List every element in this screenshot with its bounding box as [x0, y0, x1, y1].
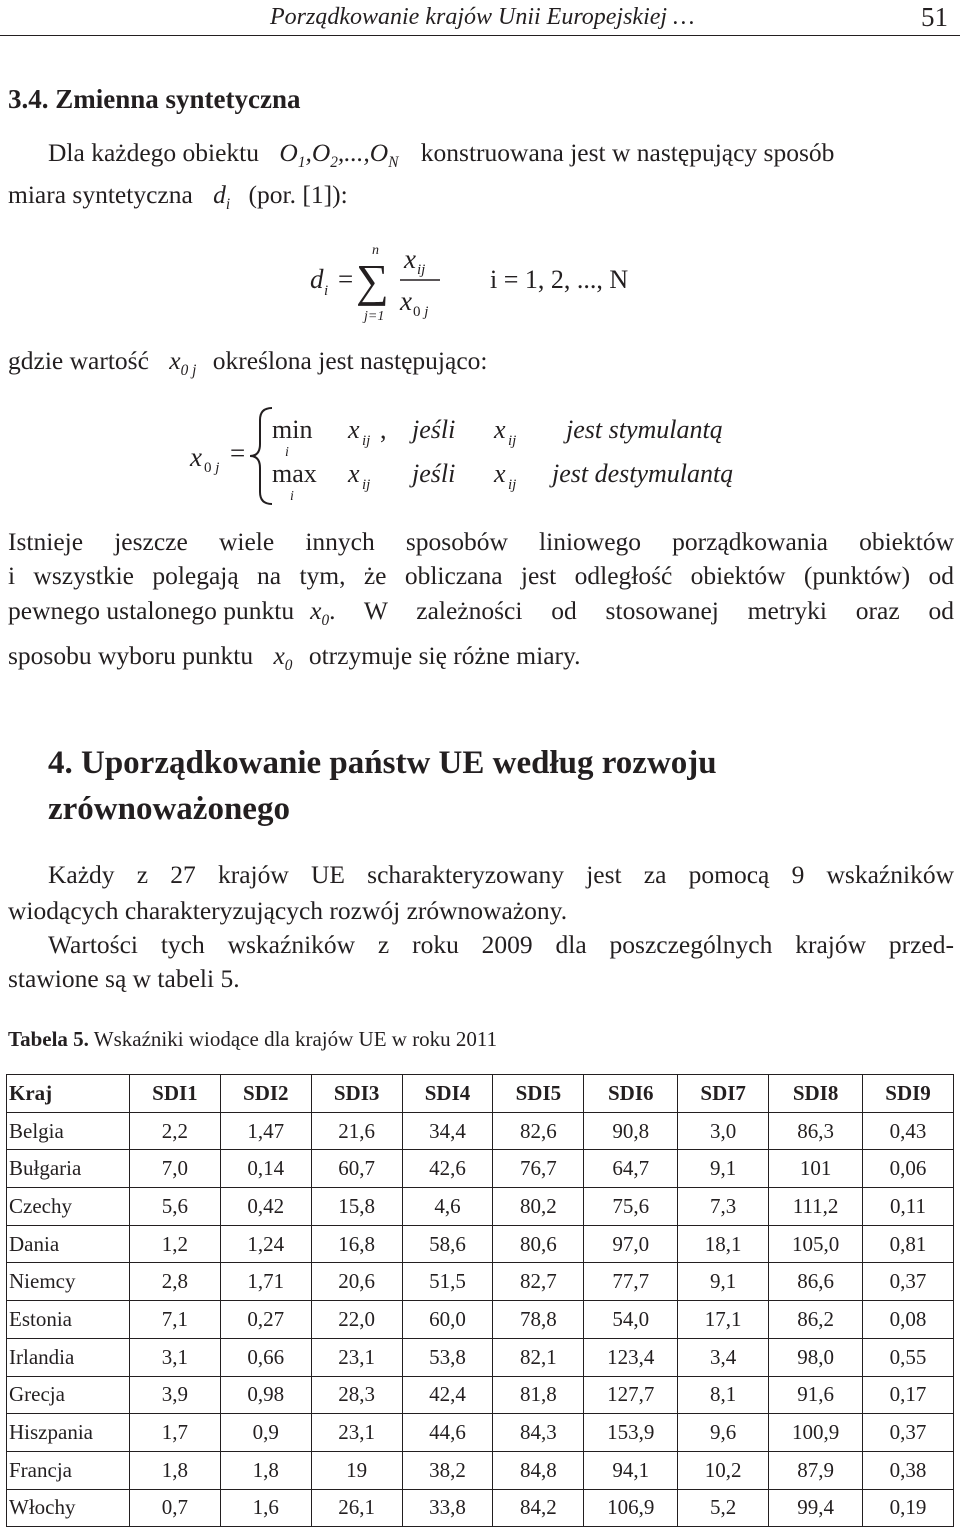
- table-row: [7, 1112, 954, 1150]
- value-cell: 54,0: [584, 1301, 678, 1339]
- chapter-heading: 4. Uporządkowanie państw UE według rozwoju zrównoważonego: [48, 745, 717, 827]
- value-cell: 1,7: [130, 1414, 221, 1452]
- case-var-4: x: [494, 459, 506, 488]
- para4-a: sposobu wyboru punktu: [8, 641, 254, 670]
- svg-text:n: n: [372, 243, 379, 258]
- svg-text:j=1: j=1: [364, 309, 385, 324]
- case-if-2: jeśli: [412, 459, 456, 488]
- value-cell: 82,1: [493, 1338, 584, 1376]
- header-cell: SDI3: [311, 1075, 402, 1113]
- value-cell: 0,19: [863, 1489, 954, 1527]
- value-cell: 3,9: [130, 1376, 221, 1414]
- value-cell: 98,0: [769, 1338, 863, 1376]
- value-cell: 91,6: [769, 1376, 863, 1414]
- intro-line-1: [48, 138, 835, 172]
- svg-text:,: ,: [380, 415, 387, 444]
- value-cell: 76,7: [493, 1150, 584, 1188]
- value-cell: 1,8: [220, 1451, 311, 1489]
- value-cell: 8,1: [678, 1376, 769, 1414]
- table-row: [7, 1489, 954, 1527]
- where-line: [8, 346, 488, 380]
- country-cell: Bułgaria: [7, 1150, 130, 1188]
- header-cell: Kraj: [7, 1075, 130, 1113]
- value-cell: 94,1: [584, 1451, 678, 1489]
- table-row: [7, 1376, 954, 1414]
- value-cell: 0,11: [863, 1188, 954, 1226]
- value-cell: 4,6: [402, 1188, 493, 1226]
- header-cell: SDI4: [402, 1075, 493, 1113]
- country-cell: Włochy: [7, 1489, 130, 1527]
- value-cell: 0,17: [863, 1376, 954, 1414]
- table-caption: [8, 1027, 497, 1052]
- intro-text-a: Dla każdego obiektu: [48, 138, 260, 167]
- value-cell: 80,2: [493, 1188, 584, 1226]
- svg-text:ij: ij: [508, 433, 517, 449]
- table-row: [7, 1188, 954, 1226]
- svg-text:∑: ∑: [356, 255, 389, 306]
- value-cell: 82,7: [493, 1263, 584, 1301]
- country-cell: Francja: [7, 1451, 130, 1489]
- value-cell: 64,7: [584, 1150, 678, 1188]
- header-cell: SDI8: [769, 1075, 863, 1113]
- svg-text:x: x: [400, 286, 412, 316]
- value-cell: 17,1: [678, 1301, 769, 1339]
- value-cell: 0,7: [130, 1489, 221, 1527]
- value-cell: 5,2: [678, 1489, 769, 1527]
- value-cell: 15,8: [311, 1188, 402, 1226]
- where-symbol: $x_{0 j}$: [169, 346, 197, 380]
- header-cell: SDI2: [220, 1075, 311, 1113]
- value-cell: 10,2: [678, 1451, 769, 1489]
- table-row: [7, 1301, 954, 1339]
- header-cell: SDI1: [130, 1075, 221, 1113]
- formula-synthetic-measure: [290, 238, 690, 326]
- svg-text:ij: ij: [417, 262, 426, 278]
- section-title: 3.4. Zmienna syntetyczna: [8, 84, 301, 114]
- indicators-table: [6, 1074, 954, 1527]
- value-cell: 1,47: [220, 1112, 311, 1150]
- header-cell: SDI7: [678, 1075, 769, 1113]
- case-min-label: min: [272, 415, 313, 444]
- para4-b: otrzymuje się różne miary.: [308, 641, 581, 670]
- table-caption-text: Wskaźniki wiodące dla krajów UE w roku 2011: [93, 1027, 498, 1051]
- value-cell: 33,8: [402, 1489, 493, 1527]
- value-cell: 60,0: [402, 1301, 493, 1339]
- value-cell: 42,4: [402, 1376, 493, 1414]
- value-cell: 26,1: [311, 1489, 402, 1527]
- value-cell: 0,08: [863, 1301, 954, 1339]
- case-destimulant: jest destymulantą: [552, 459, 734, 488]
- value-cell: 0,06: [863, 1150, 954, 1188]
- value-cell: 153,9: [584, 1414, 678, 1452]
- value-cell: 0,38: [863, 1451, 954, 1489]
- country-cell: Grecja: [7, 1376, 130, 1414]
- svg-text:d: d: [310, 264, 324, 294]
- value-cell: 78,8: [493, 1301, 584, 1339]
- value-cell: 87,9: [769, 1451, 863, 1489]
- chapter-para-1-line-1: Każdy z 27 krajów UE scharakteryzowany jest za pomocą 9 wskaźników: [48, 860, 954, 889]
- svg-text:x: x: [404, 244, 416, 274]
- value-cell: 0,66: [220, 1338, 311, 1376]
- value-cell: 3,0: [678, 1112, 769, 1150]
- value-cell: 0,37: [863, 1263, 954, 1301]
- value-cell: 58,6: [402, 1225, 493, 1263]
- header-cell: SDI5: [493, 1075, 584, 1113]
- value-cell: 86,3: [769, 1112, 863, 1150]
- svg-text:x: x: [190, 442, 202, 472]
- header-cell: SDI9: [863, 1075, 954, 1113]
- country-cell: Hiszpania: [7, 1414, 130, 1452]
- value-cell: 9,1: [678, 1150, 769, 1188]
- value-cell: 21,6: [311, 1112, 402, 1150]
- svg-text:i: i: [285, 445, 289, 460]
- value-cell: 97,0: [584, 1225, 678, 1263]
- country-cell: Irlandia: [7, 1338, 130, 1376]
- formula-reference-point: [180, 404, 800, 508]
- value-cell: 60,7: [311, 1150, 402, 1188]
- case-var-2: x: [494, 415, 506, 444]
- paragraph-line-2: i wszystkie polegają na tym, że obliczana jest odległość obiektów (punktów) od: [8, 561, 954, 590]
- formula-index-range: i = 1, 2, ..., N: [490, 265, 629, 294]
- value-cell: 7,3: [678, 1188, 769, 1226]
- measure-symbol: $d_i$: [213, 180, 231, 214]
- value-cell: 0,81: [863, 1225, 954, 1263]
- value-cell: 44,6: [402, 1414, 493, 1452]
- value-cell: 19: [311, 1451, 402, 1489]
- svg-text:i: i: [324, 283, 329, 299]
- paragraph-line-4: [8, 641, 581, 675]
- case-max-label: max: [272, 459, 317, 488]
- value-cell: 0,27: [220, 1301, 311, 1339]
- value-cell: 123,4: [584, 1338, 678, 1376]
- country-cell: Belgia: [7, 1112, 130, 1150]
- value-cell: 0,14: [220, 1150, 311, 1188]
- value-cell: 81,8: [493, 1376, 584, 1414]
- value-cell: 90,8: [584, 1112, 678, 1150]
- value-cell: 2,8: [130, 1263, 221, 1301]
- value-cell: 18,1: [678, 1225, 769, 1263]
- header-rule: [0, 35, 960, 36]
- case-if-1: jeśli: [412, 415, 456, 444]
- table-header-row: [7, 1075, 954, 1113]
- running-title: Porządkowanie krajów Unii Europejskiej …: [270, 4, 695, 30]
- value-cell: 75,6: [584, 1188, 678, 1226]
- value-cell: 99,4: [769, 1489, 863, 1527]
- value-cell: 23,1: [311, 1338, 402, 1376]
- intro-text-c: miara syntetyczna: [8, 180, 193, 209]
- para3-a: pewnego ustalonego punktu: [8, 596, 295, 625]
- table-caption-label: Tabela 5.: [8, 1027, 89, 1051]
- value-cell: 84,8: [493, 1451, 584, 1489]
- value-cell: 3,4: [678, 1338, 769, 1376]
- value-cell: 111,2: [769, 1188, 863, 1226]
- case-var-1: x: [348, 415, 360, 444]
- value-cell: 0,42: [220, 1188, 311, 1226]
- value-cell: 23,1: [311, 1414, 402, 1452]
- chapter-para-2-line-1: Wartości tych wskaźników z roku 2009 dla poszczególnych krajów przed-: [48, 930, 954, 959]
- chapter-para-2-line-2: stawione są w tabeli 5.: [8, 964, 240, 993]
- value-cell: 20,6: [311, 1263, 402, 1301]
- value-cell: 51,5: [402, 1263, 493, 1301]
- table-row: [7, 1451, 954, 1489]
- svg-text:ij: ij: [508, 477, 517, 493]
- table-row: [7, 1414, 954, 1452]
- value-cell: 22,0: [311, 1301, 402, 1339]
- case-var-3: x: [348, 459, 360, 488]
- country-cell: Estonia: [7, 1301, 130, 1339]
- value-cell: 1,71: [220, 1263, 311, 1301]
- paragraph-line-1: Istnieje jeszcze wiele innych sposobów liniowego porządkowania obiektów: [8, 527, 954, 556]
- table-row: [7, 1150, 954, 1188]
- para3-rest: $x_0$. W zależności od stosowanej metryki oraz od: [310, 596, 954, 630]
- value-cell: 28,3: [311, 1376, 402, 1414]
- value-cell: 80,6: [493, 1225, 584, 1263]
- case-stimulant: jest stymulantą: [566, 415, 723, 444]
- value-cell: 38,2: [402, 1451, 493, 1489]
- value-cell: 0,9: [220, 1414, 311, 1452]
- value-cell: 1,8: [130, 1451, 221, 1489]
- value-cell: 16,8: [311, 1225, 402, 1263]
- svg-text:0 j: 0 j: [413, 304, 429, 320]
- header-cell: SDI6: [584, 1075, 678, 1113]
- value-cell: 7,0: [130, 1150, 221, 1188]
- value-cell: 105,0: [769, 1225, 863, 1263]
- value-cell: 1,24: [220, 1225, 311, 1263]
- table-row: [7, 1263, 954, 1301]
- value-cell: 3,1: [130, 1338, 221, 1376]
- value-cell: 0,43: [863, 1112, 954, 1150]
- table-row: [7, 1225, 954, 1263]
- value-cell: 0,55: [863, 1338, 954, 1376]
- country-cell: Dania: [7, 1225, 130, 1263]
- paragraph-line-3: [8, 596, 954, 630]
- value-cell: 127,7: [584, 1376, 678, 1414]
- table-row: [7, 1338, 954, 1376]
- value-cell: 0,98: [220, 1376, 311, 1414]
- country-cell: Czechy: [7, 1188, 130, 1226]
- value-cell: 0,37: [863, 1414, 954, 1452]
- value-cell: 106,9: [584, 1489, 678, 1527]
- page-number: 51: [921, 2, 948, 32]
- value-cell: 9,6: [678, 1414, 769, 1452]
- value-cell: 84,3: [493, 1414, 584, 1452]
- value-cell: 86,2: [769, 1301, 863, 1339]
- value-cell: 53,8: [402, 1338, 493, 1376]
- where-text-a: gdzie wartość: [8, 346, 149, 375]
- svg-text:=: =: [338, 264, 354, 294]
- value-cell: 82,6: [493, 1112, 584, 1150]
- intro-line-2: [8, 180, 348, 214]
- value-cell: 9,1: [678, 1263, 769, 1301]
- intro-text-b: konstruowana jest w następujący sposób: [420, 138, 835, 167]
- page-header: [0, 0, 960, 40]
- value-cell: 34,4: [402, 1112, 493, 1150]
- value-cell: 2,2: [130, 1112, 221, 1150]
- country-cell: Niemcy: [7, 1263, 130, 1301]
- svg-text:0 j: 0 j: [204, 460, 220, 476]
- svg-text:ij: ij: [362, 477, 371, 493]
- value-cell: 7,1: [130, 1301, 221, 1339]
- value-cell: 42,6: [402, 1150, 493, 1188]
- intro-text-d: (por. [1]):: [248, 180, 348, 209]
- svg-text:i: i: [290, 489, 294, 504]
- where-text-b: określona jest następująco:: [212, 346, 488, 375]
- value-cell: 100,9: [769, 1414, 863, 1452]
- value-cell: 101: [769, 1150, 863, 1188]
- chapter-para-1-line-2: wiodących charakteryzujących rozwój zrównoważony.: [8, 896, 568, 925]
- value-cell: 1,6: [220, 1489, 311, 1527]
- x0-symbol: $x_0$: [273, 641, 293, 675]
- value-cell: 84,2: [493, 1489, 584, 1527]
- value-cell: 1,2: [130, 1225, 221, 1263]
- value-cell: 77,7: [584, 1263, 678, 1301]
- svg-text:=: =: [230, 438, 246, 468]
- objects-symbol: $O_1,O_2,...,O_N$: [279, 138, 399, 172]
- value-cell: 5,6: [130, 1188, 221, 1226]
- svg-text:ij: ij: [362, 433, 371, 449]
- para3-b: . W zależności od stosowanej metryki oraz od: [329, 596, 954, 625]
- table-body: [7, 1112, 954, 1527]
- value-cell: 86,6: [769, 1263, 863, 1301]
